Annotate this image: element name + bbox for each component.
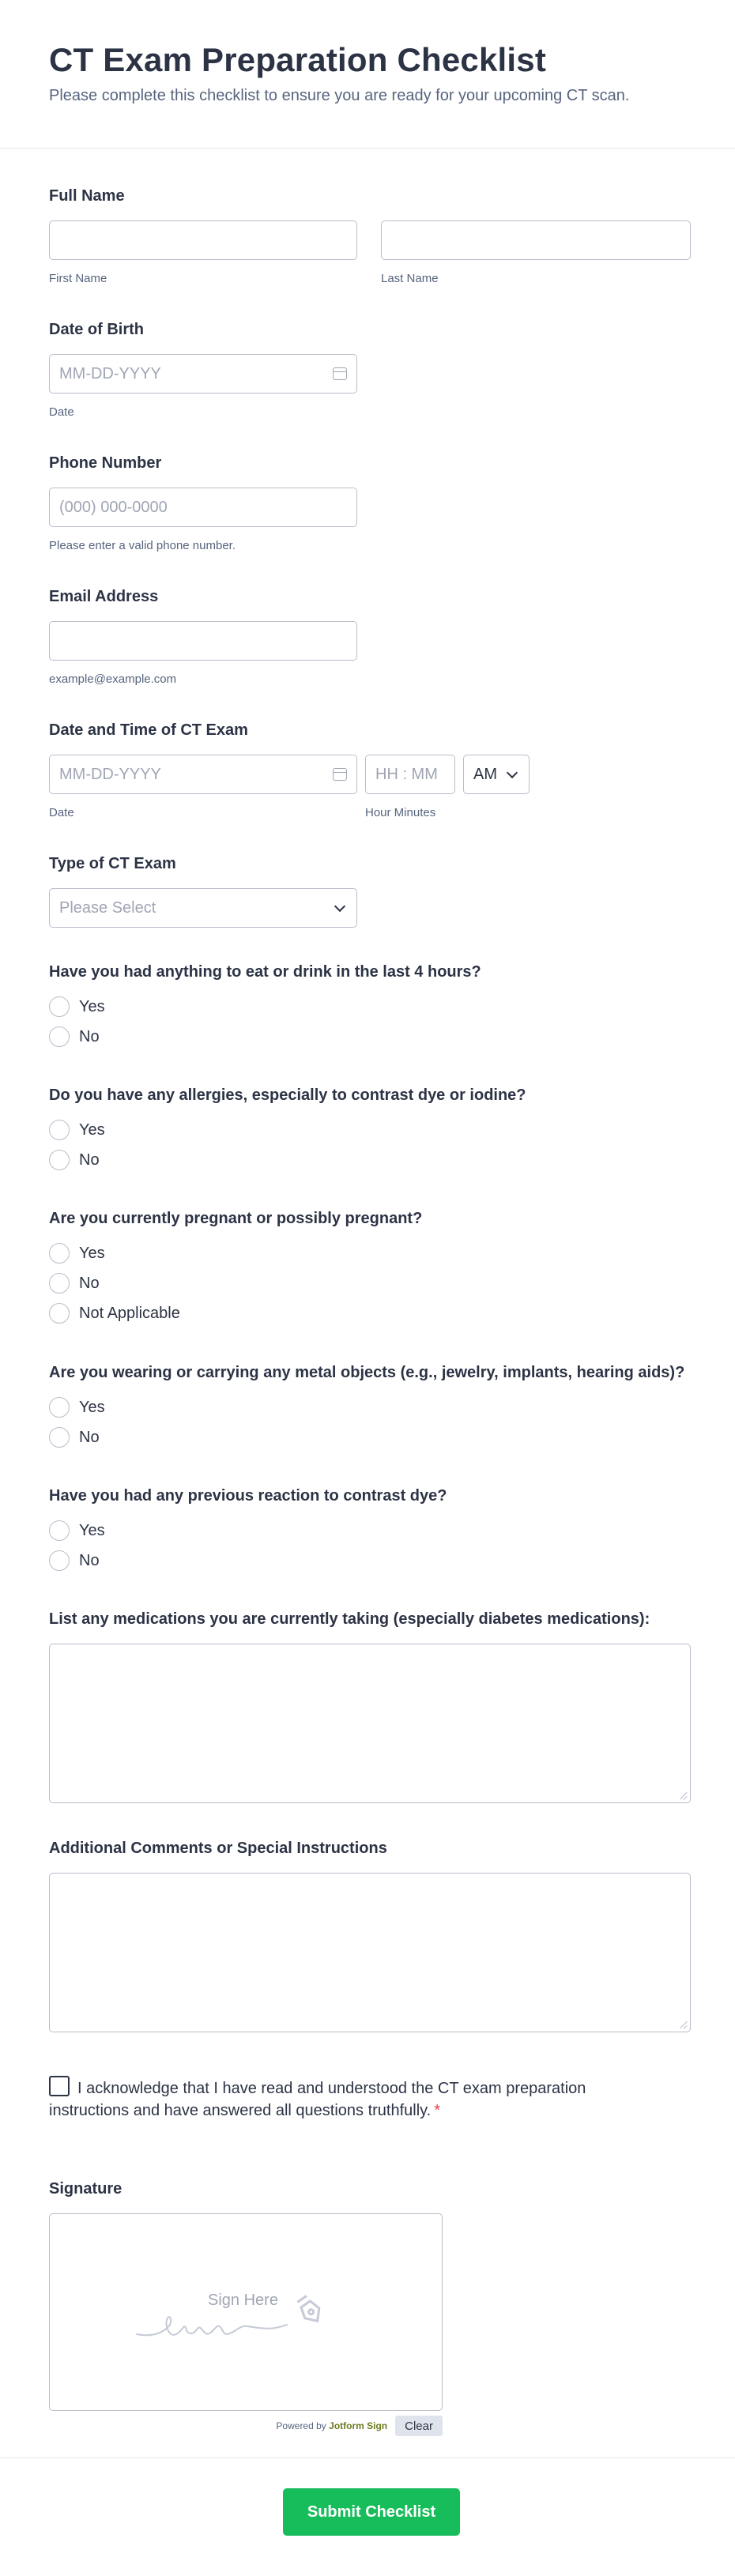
exam-type-label: Type of CT Exam bbox=[49, 855, 176, 872]
radio-label: Yes bbox=[79, 1521, 105, 1539]
dob-input[interactable] bbox=[49, 354, 357, 394]
question-contrast-reaction bbox=[49, 1486, 447, 1576]
ampm-value: AM bbox=[473, 765, 497, 783]
medications-textarea[interactable] bbox=[49, 1644, 691, 1803]
question-label: Are you wearing or carrying any metal objects (e.g., jewelry, implants, hearing aids)? bbox=[49, 1364, 685, 1381]
radio-option-yes[interactable] bbox=[49, 1516, 447, 1546]
radio-button[interactable] bbox=[49, 1120, 70, 1140]
dob-placeholder: MM-DD-YYYY bbox=[59, 364, 161, 382]
question-label: Do you have any allergies, especially to contrast dye or iodine? bbox=[49, 1087, 526, 1104]
radio-button[interactable] bbox=[49, 1243, 70, 1264]
calendar-icon[interactable] bbox=[333, 768, 347, 781]
exam-type-placeholder: Please Select bbox=[59, 898, 156, 917]
comments-textarea[interactable] bbox=[49, 1873, 691, 2032]
chevron-down-icon bbox=[507, 766, 518, 778]
exam-datetime-field bbox=[49, 720, 530, 821]
radio-option-no[interactable] bbox=[49, 1546, 447, 1576]
medications-field bbox=[49, 1609, 691, 1803]
radio-option-no[interactable] bbox=[49, 1022, 481, 1052]
radio-button[interactable] bbox=[49, 1520, 70, 1541]
question-label: Have you had any previous reaction to contrast dye? bbox=[49, 1487, 447, 1505]
chevron-down-icon bbox=[334, 900, 345, 911]
radio-label: No bbox=[79, 1151, 100, 1169]
submit-area bbox=[0, 2457, 735, 2576]
form-title: CT Exam Preparation Checklist bbox=[49, 41, 547, 78]
medications-label: List any medications you are currently taking (especially diabetes medications): bbox=[49, 1610, 650, 1628]
question-label: Are you currently pregnant or possibly pregnant? bbox=[49, 1210, 423, 1227]
phone-field bbox=[49, 453, 357, 554]
brand-name: Jotform Sign bbox=[329, 2420, 388, 2431]
powered-by bbox=[276, 2420, 387, 2431]
first-name-input[interactable] bbox=[49, 220, 357, 260]
radio-button[interactable] bbox=[49, 1273, 70, 1294]
exam-time-placeholder: HH : MM bbox=[375, 765, 438, 783]
email-label: Email Address bbox=[49, 588, 159, 605]
form-subtitle: Please complete this checklist to ensure you are ready for your upcoming CT scan. bbox=[49, 87, 630, 104]
email-field bbox=[49, 586, 357, 687]
radio-button[interactable] bbox=[49, 1026, 70, 1047]
radio-option-no[interactable] bbox=[49, 1422, 684, 1452]
radio-button[interactable] bbox=[49, 1427, 70, 1448]
radio-option-yes[interactable] bbox=[49, 1238, 422, 1268]
question-metal-objects bbox=[49, 1362, 684, 1452]
full-name-field bbox=[49, 186, 691, 287]
acknowledge-field bbox=[49, 2076, 665, 2122]
radio-label: Not Applicable bbox=[79, 1304, 180, 1322]
ampm-select[interactable] bbox=[463, 755, 530, 794]
radio-button[interactable] bbox=[49, 996, 70, 1017]
dob-field bbox=[49, 319, 357, 420]
full-name-label: Full Name bbox=[49, 187, 125, 205]
last-name-input[interactable] bbox=[381, 220, 691, 260]
signature-label: Signature bbox=[49, 2180, 122, 2198]
question-label: Have you had anything to eat or drink in the last 4 hours? bbox=[49, 963, 481, 981]
radio-button[interactable] bbox=[49, 1303, 70, 1324]
dob-sublabel: Date bbox=[49, 405, 74, 419]
radio-button[interactable] bbox=[49, 1397, 70, 1418]
signature-pad[interactable] bbox=[49, 2213, 443, 2411]
required-mark: * bbox=[434, 2102, 441, 2119]
radio-label: Yes bbox=[79, 1244, 105, 1262]
radio-option-yes[interactable] bbox=[49, 992, 481, 1022]
signature-footer bbox=[49, 2416, 443, 2436]
exam-datetime-label: Date and Time of CT Exam bbox=[49, 721, 248, 739]
signature-scribble-icon bbox=[129, 2293, 366, 2348]
radio-option-no[interactable] bbox=[49, 1268, 422, 1298]
question-pregnant bbox=[49, 1208, 422, 1328]
submit-button[interactable]: Submit Checklist bbox=[283, 2488, 460, 2536]
comments-label: Additional Comments or Special Instructions bbox=[49, 1840, 387, 1857]
calendar-icon[interactable] bbox=[333, 367, 347, 380]
exam-type-select[interactable] bbox=[49, 888, 357, 928]
radio-label: Yes bbox=[79, 1120, 105, 1139]
radio-label: No bbox=[79, 1027, 100, 1045]
acknowledge-checkbox[interactable] bbox=[49, 2076, 70, 2096]
phone-label: Phone Number bbox=[49, 454, 162, 472]
phone-input[interactable] bbox=[49, 488, 357, 527]
phone-placeholder: (000) 000-0000 bbox=[59, 498, 168, 516]
exam-time-input[interactable] bbox=[365, 755, 455, 794]
clear-signature-button[interactable]: Clear bbox=[395, 2416, 443, 2436]
first-name-sublabel: First Name bbox=[49, 272, 107, 285]
radio-option-yes[interactable] bbox=[49, 1115, 526, 1145]
comments-field bbox=[49, 1838, 691, 2032]
radio-label: No bbox=[79, 1428, 100, 1446]
exam-type-field bbox=[49, 853, 357, 928]
exam-date-input[interactable] bbox=[49, 755, 357, 794]
acknowledge-text: I acknowledge that I have read and understood the CT exam preparation instructions and have answered all questions truthfully. bbox=[49, 2080, 586, 2119]
dob-label: Date of Birth bbox=[49, 321, 144, 338]
signature-field bbox=[49, 2179, 443, 2436]
question-allergies bbox=[49, 1085, 526, 1175]
email-sublabel: example@example.com bbox=[49, 672, 177, 686]
form-header bbox=[0, 0, 735, 149]
exam-date-sublabel: Date bbox=[49, 806, 74, 819]
radio-label: No bbox=[79, 1274, 100, 1292]
resize-handle-icon[interactable] bbox=[679, 1791, 687, 1799]
radio-option-no[interactable] bbox=[49, 1145, 526, 1175]
acknowledge-option[interactable] bbox=[49, 2076, 665, 2122]
exam-time-sublabel: Hour Minutes bbox=[365, 806, 436, 819]
exam-date-placeholder: MM-DD-YYYY bbox=[59, 765, 161, 783]
radio-button[interactable] bbox=[49, 1550, 70, 1571]
radio-label: Yes bbox=[79, 1398, 105, 1416]
phone-sublabel: Please enter a valid phone number. bbox=[49, 539, 236, 552]
resize-handle-icon[interactable] bbox=[679, 2021, 687, 2028]
radio-button[interactable] bbox=[49, 1150, 70, 1170]
sign-here-placeholder: Sign Here bbox=[208, 2292, 278, 2309]
radio-option-not-applicable[interactable] bbox=[49, 1298, 422, 1328]
powered-by-text: Powered by bbox=[276, 2420, 326, 2431]
radio-option-yes[interactable] bbox=[49, 1392, 684, 1422]
radio-label: No bbox=[79, 1551, 100, 1569]
email-input[interactable] bbox=[49, 621, 357, 661]
question-eat-drink bbox=[49, 962, 481, 1052]
last-name-sublabel: Last Name bbox=[381, 272, 439, 285]
radio-label: Yes bbox=[79, 997, 105, 1015]
